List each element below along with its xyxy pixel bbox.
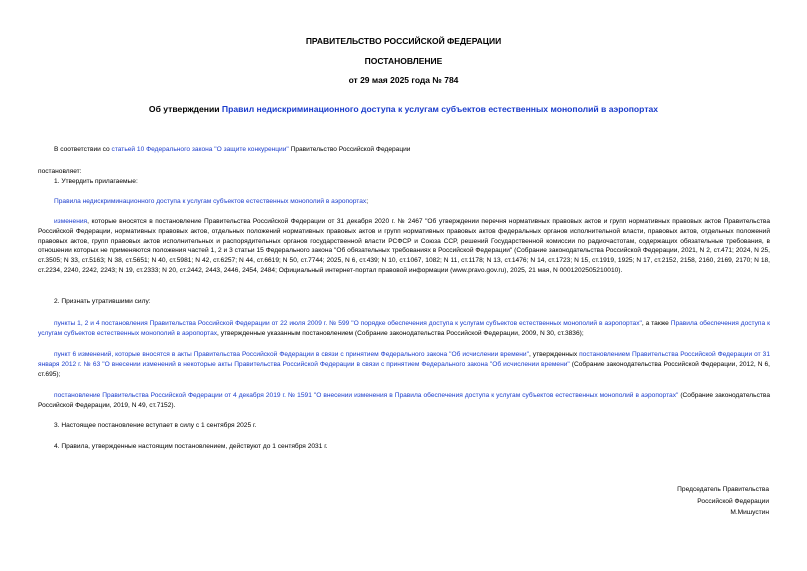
repeal-2-tail: (Собрание законодательства Российской Федерации, 2012, N 6, ст.695);: [38, 360, 771, 378]
government-heading: ПРАВИТЕЛЬСТВО РОССИЙСКОЙ ФЕДЕРАЦИИ: [305, 36, 502, 46]
repeal-1-tail: , утвержденные указанным постановлением (Собрание законодательства Российской Федерации, 2009, N 30, ст.3836);: [217, 329, 584, 337]
competition-law-link[interactable]: статьей 10 Федерального закона "О защите конкуренции": [111, 146, 289, 153]
repeal-2-mid: , утвержденных: [528, 351, 580, 358]
item-1: 1. Утвердить прилагаемые:: [54, 178, 138, 185]
signature-block: [677, 484, 769, 519]
title-prefix: Об утверждении: [148, 104, 222, 114]
item-2: 2. Признать утратившими силу:: [54, 298, 151, 305]
title-rules-link[interactable]: Правил недискриминационного доступа к услугам субъектов естественных монополий в аэропортах: [221, 104, 659, 114]
signature-name: М.Мишустин: [730, 509, 769, 517]
rules-tail: ;: [366, 198, 369, 205]
resolution-1591-link[interactable]: постановление Правительства Российской Федерации от 4 декабря 2019 г. № 1591 "О внесении изменения в Правила обеспечения доступа к услугам субъектов естественных монополий в аэропортах": [54, 392, 679, 399]
repeal-item-1: [38, 319, 770, 339]
item-4: 4. Правила, утвержденные настоящим постановлением, действуют до 1 сентября 2031 г.: [54, 443, 328, 450]
resolution-63-link[interactable]: постановлением Правительства Российской Федерации от 31 января 2012 г. № 63 "О внесении изменений в некоторые акты Правительства Российской Федерации в связи с принятием Федерального закона "Об исчислении времени": [38, 351, 771, 368]
repeal-item-2: [38, 350, 770, 379]
document-type-heading: ПОСТАНОВЛЕНИЕ: [364, 56, 443, 66]
signature-organization: Российской Федерации: [697, 497, 769, 505]
signature-position: Председатель Правительства: [677, 486, 769, 493]
rules-link[interactable]: Правила недискриминационного доступа к услугам субъектов естественных монополий в аэропортах: [54, 198, 367, 205]
repeal-1-mid: , а также: [641, 320, 671, 327]
repeal-3-tail: (Собрание законодательства Российской Федерации, 2019, N 49, ст.7152).: [38, 392, 770, 409]
time-changes-link[interactable]: пункт 6 изменений, которые вносятся в акты Правительства Российской Федерации в связи с принятием Федерального закона "Об исчислении времени": [54, 351, 529, 358]
changes-item: [38, 217, 770, 276]
preamble: [38, 145, 770, 155]
changes-text: , которые вносятся в постановление Правительства Российской Федерации от 31 декабря 2020 г. № 2467 "Об утверждении перечня нормативных правовых актов и групп нормативных правовых актов Правительства Российской Федерации, нормативных правовых актов, отдельных положений нормативных правовых актов и групп нормативных правовых актов федеральных органов исполнительной власти, правовых актов, отдельных положений правовых актов, групп правовых актов исполнительных и распорядительных органов государственной власти РСФСР и Союза ССР, решений Государственной комиссии по радиочастотам, содержащих обязательные требования, в отношении которых не применяются положения частей 1, 2 и 3 статьи 15 Федерального закона "Об обязательных требованиях в Российской Федерации" (Собрание законодательства Российской Федерации, 2021, N 2, ст.471; 2024, N 25, ст.3505; N 33, ст.5163; N 38, ст.5651; N 40, ст.5981; N 42, ст.6257; N 44, ст.6619; N 50, ст.7744; 2025, N 6, ст.439; N 10, ст.1067, 1082; N 11, ст.1178; N 13, ст.1476; N 14, ст.1723; N 15, ст.1919, 1925; N 17, ст.2152, 2158, 2160, 2169, 2170; N 18, ст.2234, 2240, 2242, 2243; N 19, ст.2333; N 20, ст.2442, 2443, 2446, 2454, 2484; Официальный интернет-портал правовой информации (www.pravo.gov.ru), 2025, 21 мая, N 0001202505210010).: [38, 218, 770, 274]
access-rules-link[interactable]: Правила обеспечения доступа к услугам субъектов естественных монополий в аэропортах: [38, 320, 770, 337]
resolution-599-link[interactable]: пункты 1, 2 и 4 постановления Правительства Российской Федерации от 22 июля 2009 г. № 599 "О порядке обеспечения доступа к услугам субъектов естественных монополий в аэропортах": [54, 320, 642, 327]
changes-link[interactable]: изменения: [54, 218, 88, 225]
document-title: [0, 104, 807, 114]
decides-text: постановляет:: [38, 168, 82, 175]
repeal-item-3: [38, 391, 770, 411]
item-3: 3. Настоящее постановление вступает в силу с 1 сентября 2025 г.: [54, 422, 257, 429]
date-number-heading: от 29 мая 2025 года № 784: [348, 75, 459, 85]
rules-item: [38, 197, 770, 207]
preamble-text-end: Правительство Российской Федерации: [288, 146, 411, 153]
preamble-text-start: В соответствии со: [54, 146, 112, 153]
